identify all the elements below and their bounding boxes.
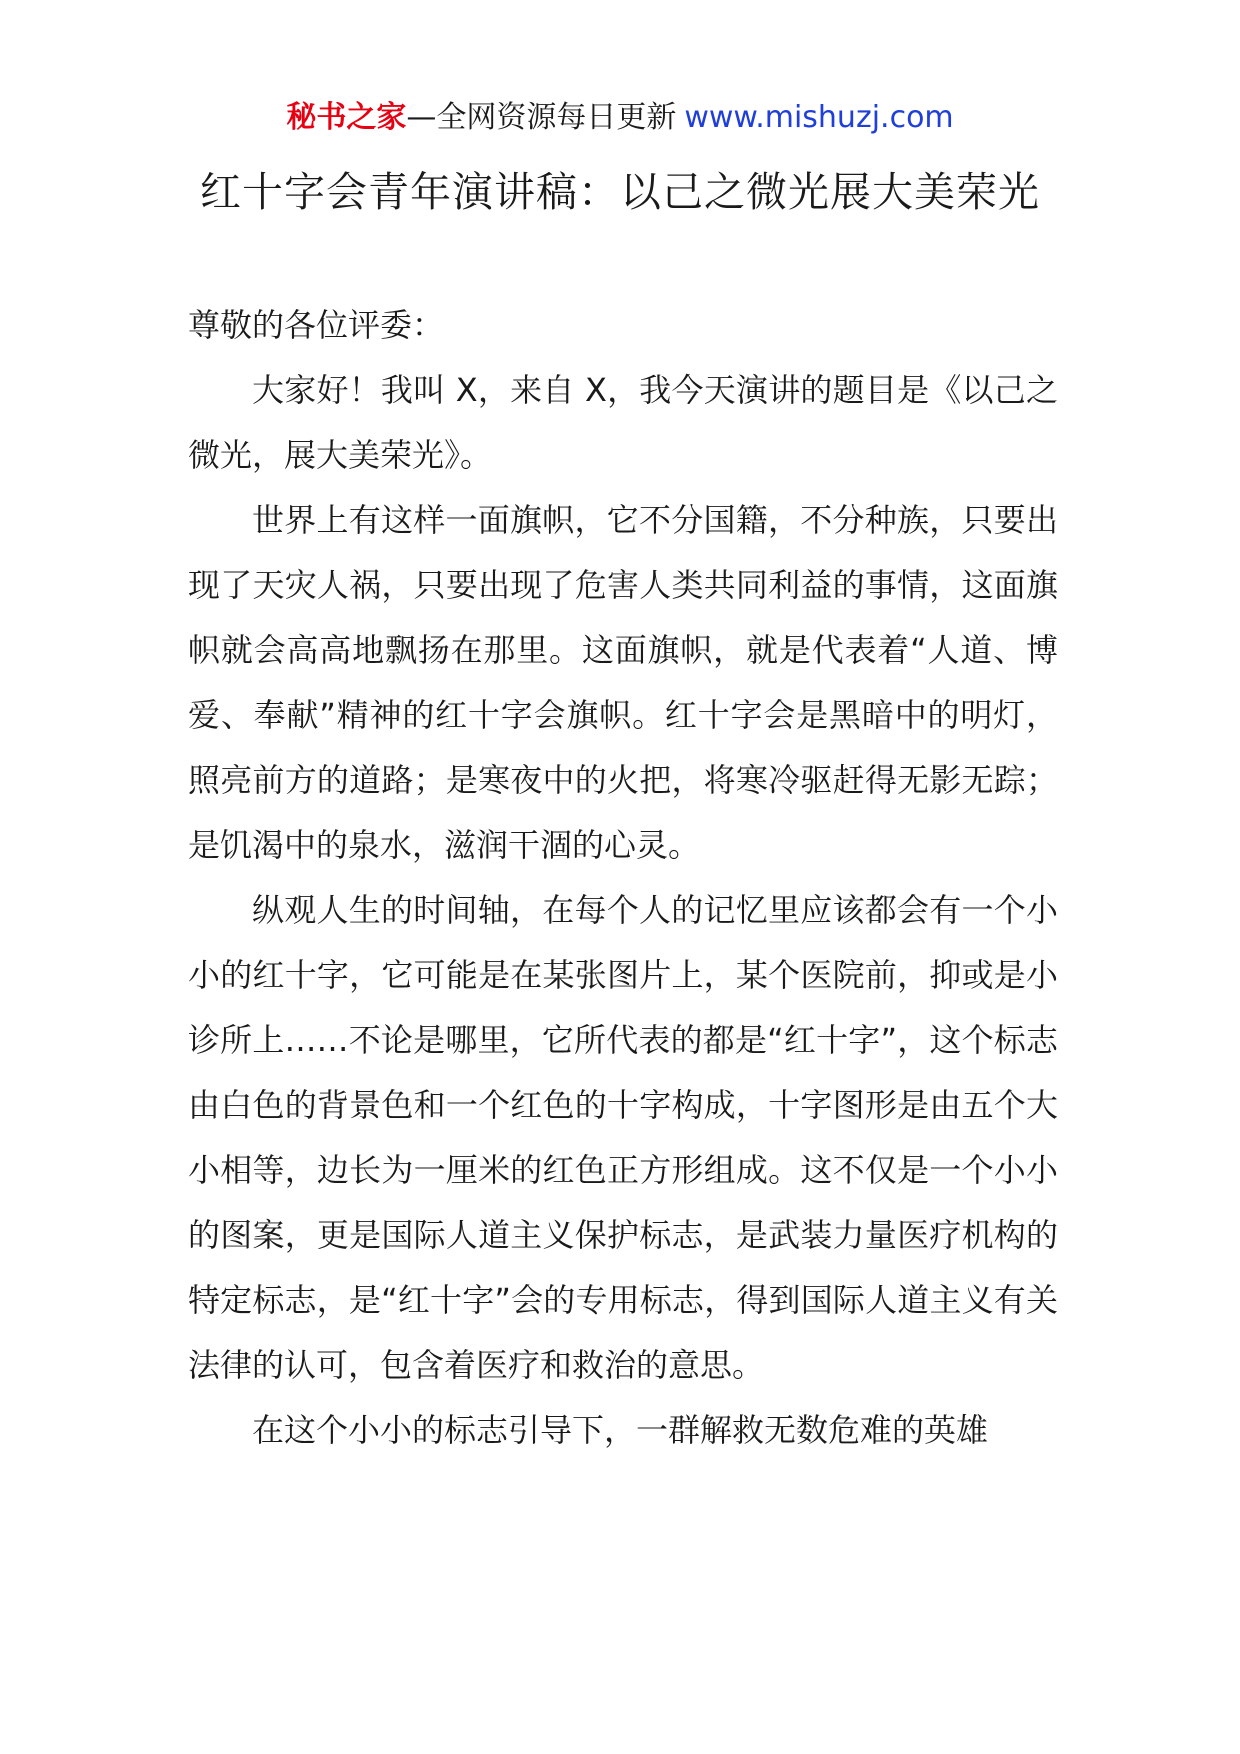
document-body bbox=[188, 293, 1058, 1463]
paragraph-heroes: 在这个小小的标志引导下，一群解救无数危难的英雄 bbox=[252, 1411, 989, 1449]
brand-name: 秘书之家 bbox=[286, 100, 407, 135]
site-header bbox=[0, 98, 1240, 138]
site-url-link[interactable]: www.mishuzj.com bbox=[684, 100, 954, 135]
paragraph-emblem: 纵观人生的时间轴，在每个人的记忆里应该都会有一个小小的红十字，它可能是在某张图片上，某个医院前，抑或是小诊所上……不论是哪里，它所代表的都是“红十字”，这个标志由白色的背景色和一个红色的十字构成，十字图形是由五个大小相等，边长为一厘米的红色正方形组成。这不仅是一个小小的图案，更是国际人道主义保护标志，是武装力量医疗机构的特定标志，是“红十字”会的专用标志，得到国际人道主义有关法律的认可，包含着医疗和救治的意思。 bbox=[188, 891, 1058, 1384]
paragraph-flag: 世界上有这样一面旗帜，它不分国籍，不分种族，只要出现了天灾人祸，只要出现了危害人类共同利益的事情，这面旗帜就会高高地飘扬在那里。这面旗帜，就是代表着“人道、博爱、奉献”精神的红十字会旗帜。红十字会是黑暗中的明灯，照亮前方的道路；是寒夜中的火把，将寒冷驱赶得无影无踪；是饥渴中的泉水，滋润干涸的心灵。 bbox=[188, 501, 1058, 864]
site-tagline: —全网资源每日更新 bbox=[406, 100, 677, 135]
salutation: 尊敬的各位评委： bbox=[188, 306, 445, 344]
paragraph-intro: 大家好！我叫 X，来自 X，我今天演讲的题目是《以己之微光，展大美荣光》。 bbox=[188, 371, 1058, 474]
document-title: 红十字会青年演讲稿：以己之微光展大美荣光 bbox=[200, 168, 1040, 216]
